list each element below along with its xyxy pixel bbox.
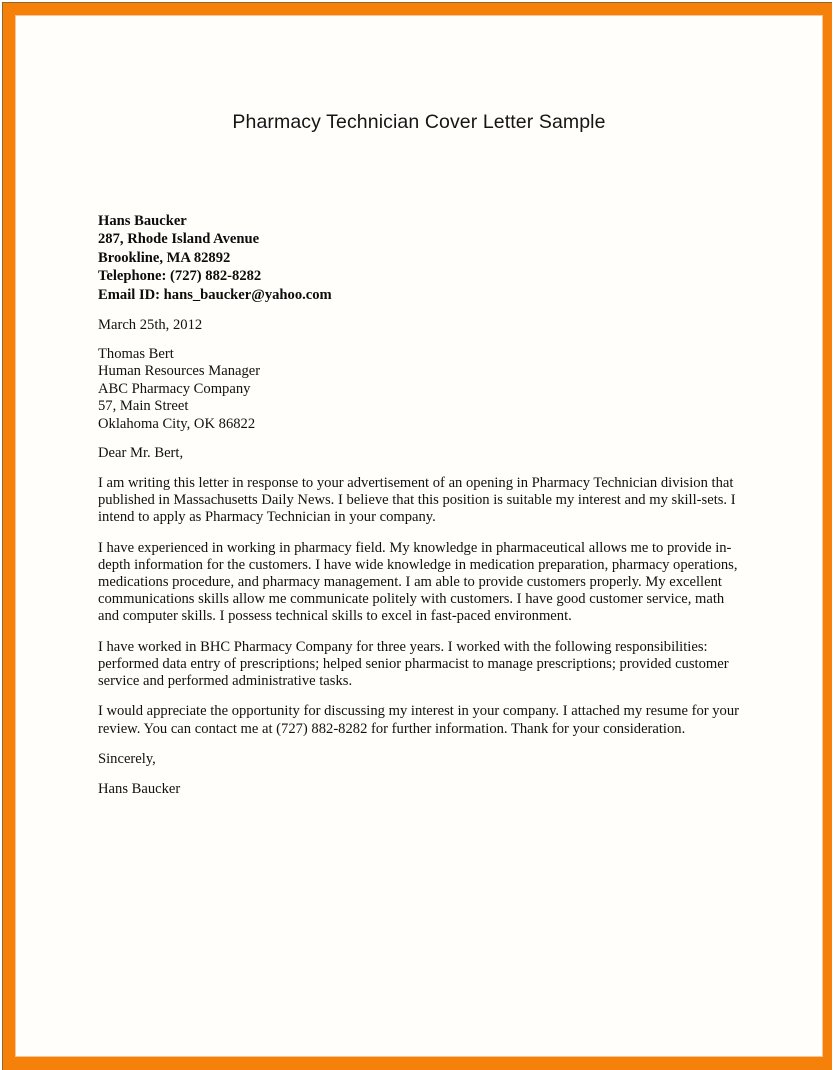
body-paragraph-1: I am writing this letter in response to your advertisement of an opening in Pharmacy Technician division that published in Massachusetts Daily News. I believe that this position is suitable my interest and my skill-sets. I intend to apply as Pharmacy Technician in your company. (98, 475, 736, 526)
sender-address-block (98, 212, 746, 304)
body-paragraph-2: I have experienced in working in pharmacy field. My knowledge in pharmaceutical allows me to provide in-depth information for the customers. I have wide knowledge in medication preparation, pharmacy operations, medications procedure, and pharmacy management. I am able to provide customers properly. My excellent communications skills allow me communicate politely with customers. I have good customer service, math and computer skills. I possess technical skills to excel in fast-paced environment. (98, 539, 738, 625)
orange-page-border (2, 2, 832, 1070)
sender-email: Email ID: hans_baucker@yahoo.com (98, 286, 332, 303)
letter-date: March 25th, 2012 (98, 317, 203, 334)
body-paragraph-4: I would appreciate the opportunity for discussing my interest in your company. I attached my resume for your review. You can contact me at (727) 882-8282 for further information. Thank for your consideration. (98, 703, 740, 737)
cover-letter-document (16, 16, 822, 1056)
sender-name: Hans Baucker (98, 213, 187, 229)
letter-content (98, 212, 746, 798)
recipient-street: 57, Main Street (98, 398, 189, 415)
recipient-job-title: Human Resources Manager (98, 363, 261, 380)
letter-page (16, 16, 822, 1056)
salutation: Dear Mr. Bert, (98, 445, 184, 462)
recipient-address-block (98, 346, 746, 433)
body-paragraph-3: I have worked in BHC Pharmacy Company for three years. I worked with the following responsibilities: performed data entry of prescriptions; helped senior pharmacist to manage prescriptions; provided customer service and performed administrative tasks. (98, 638, 729, 690)
recipient-name: Thomas Bert (98, 346, 174, 363)
closing-line: Sincerely, (98, 750, 156, 767)
signature-name: Hans Baucker (98, 780, 181, 797)
page-title: Pharmacy Technician Cover Letter Sample (232, 111, 606, 133)
sender-telephone: Telephone: (727) 882-8282 (98, 268, 262, 285)
sender-street: 287, Rhode Island Avenue (98, 231, 260, 248)
recipient-company: ABC Pharmacy Company (98, 380, 251, 397)
recipient-city-state-zip: Oklahoma City, OK 86822 (98, 415, 256, 432)
sender-city-state-zip: Brookline, MA 82892 (98, 249, 231, 266)
